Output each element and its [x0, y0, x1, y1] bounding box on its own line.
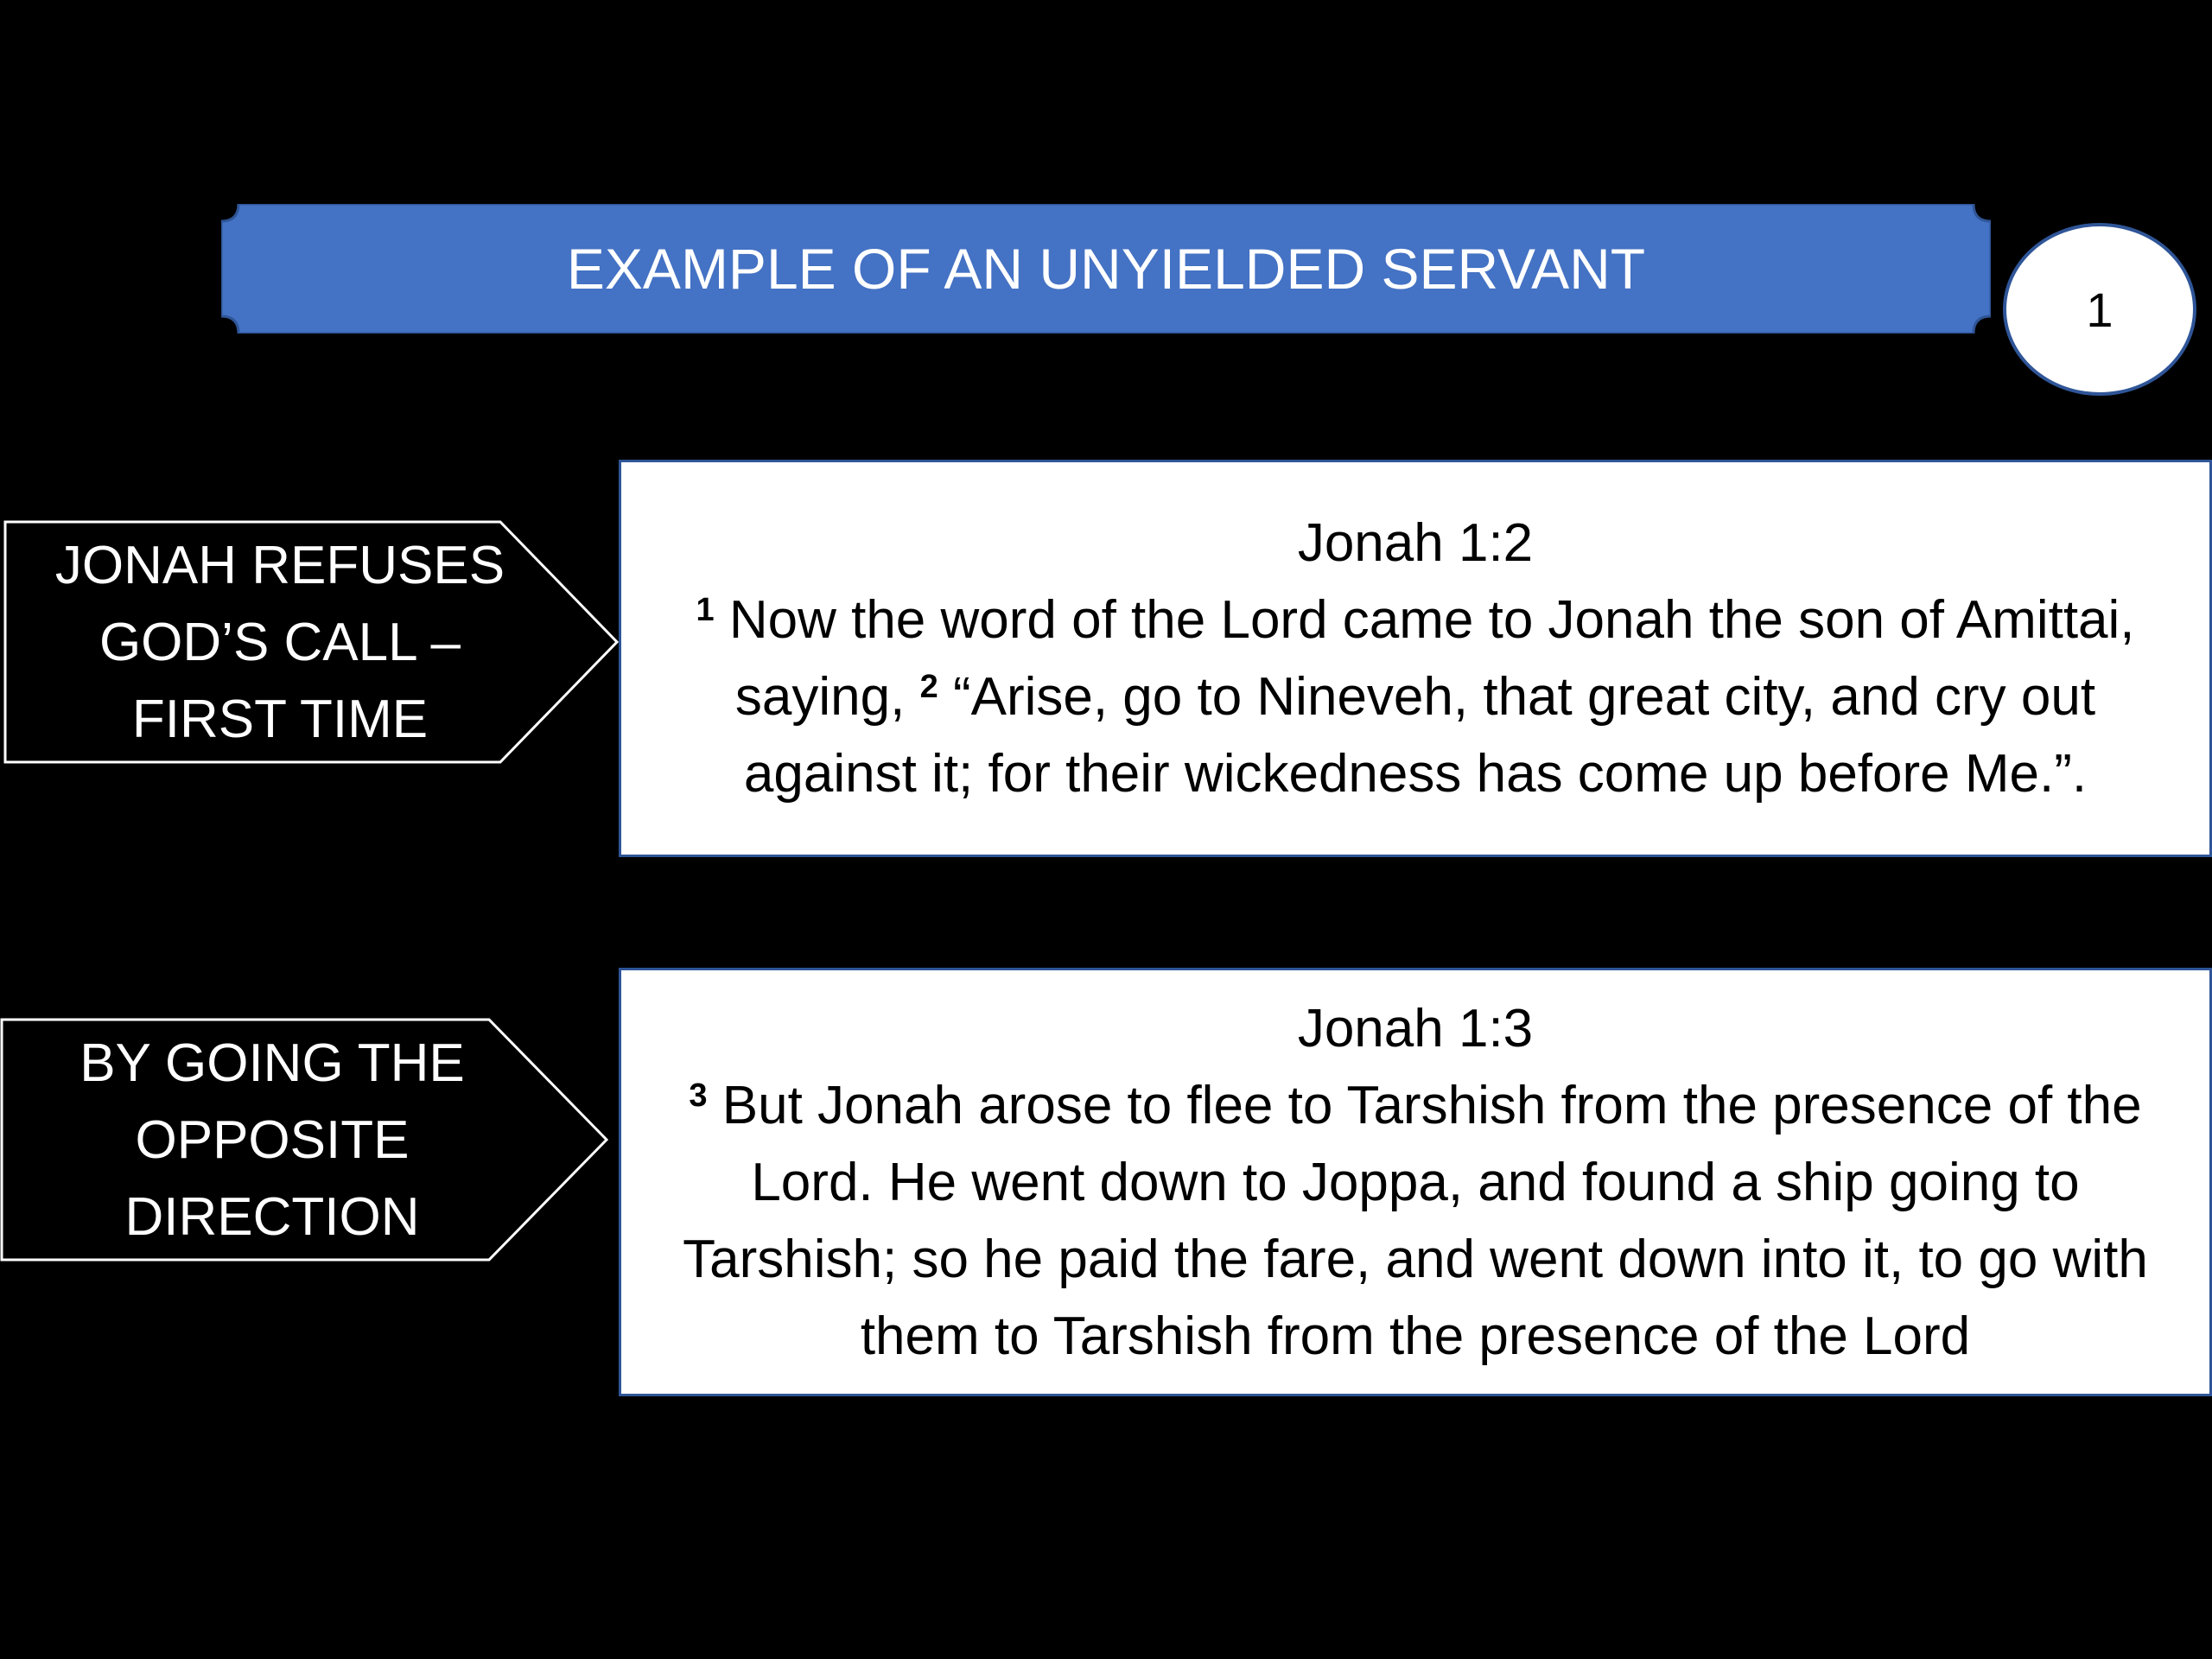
verse-number: 2 [919, 669, 938, 705]
scripture-text [621, 582, 2209, 812]
verse-number: 1 [696, 592, 715, 628]
point-label-1-line: FIRST TIME [131, 689, 429, 749]
scripture-box-1 [619, 460, 2212, 857]
point-label-2 [0, 1018, 612, 1262]
point-label-2-line: BY GOING THE [79, 1033, 465, 1093]
verse-text: “Arise, go to Nineveh, that great city, and cry out against it; for their wickedness has come up before Me.”. [743, 667, 2096, 804]
point-label-1-line: GOD’S CALL – [99, 612, 461, 672]
scripture-text [621, 1067, 2209, 1375]
scripture-reference: Jonah 1:2 [1297, 513, 1534, 573]
slide-number-badge [2003, 223, 2196, 396]
point-label-1-line: JONAH REFUSES [54, 535, 505, 595]
scripture-reference: Jonah 1:3 [1297, 998, 1534, 1058]
point-label-2-text [0, 1018, 544, 1262]
scripture-box-2 [619, 968, 2212, 1396]
verse-text: But Jonah arose to flee to Tarshish from the presence of the Lord. He went down to Joppa, and found a ship going to Tarshish; so he paid the fare, and went down into it, to go with them to Tarshish from the presence of the Lord [683, 1075, 2148, 1366]
title-banner [221, 204, 1991, 334]
point-label-2-line: DIRECTION [124, 1186, 420, 1247]
point-label-1 [3, 520, 619, 764]
verse-number: 3 [689, 1077, 708, 1114]
slide-number: 1 [2086, 282, 2113, 337]
slide-title: EXAMPLE OF AN UNYIELDED SERVANT [566, 237, 1646, 301]
point-label-1-text [3, 520, 556, 764]
verse-text: Now the word of the Lord came to Jonah the son of Amittai, saying, [728, 590, 2135, 727]
point-label-2-line: OPPOSITE [135, 1109, 410, 1170]
